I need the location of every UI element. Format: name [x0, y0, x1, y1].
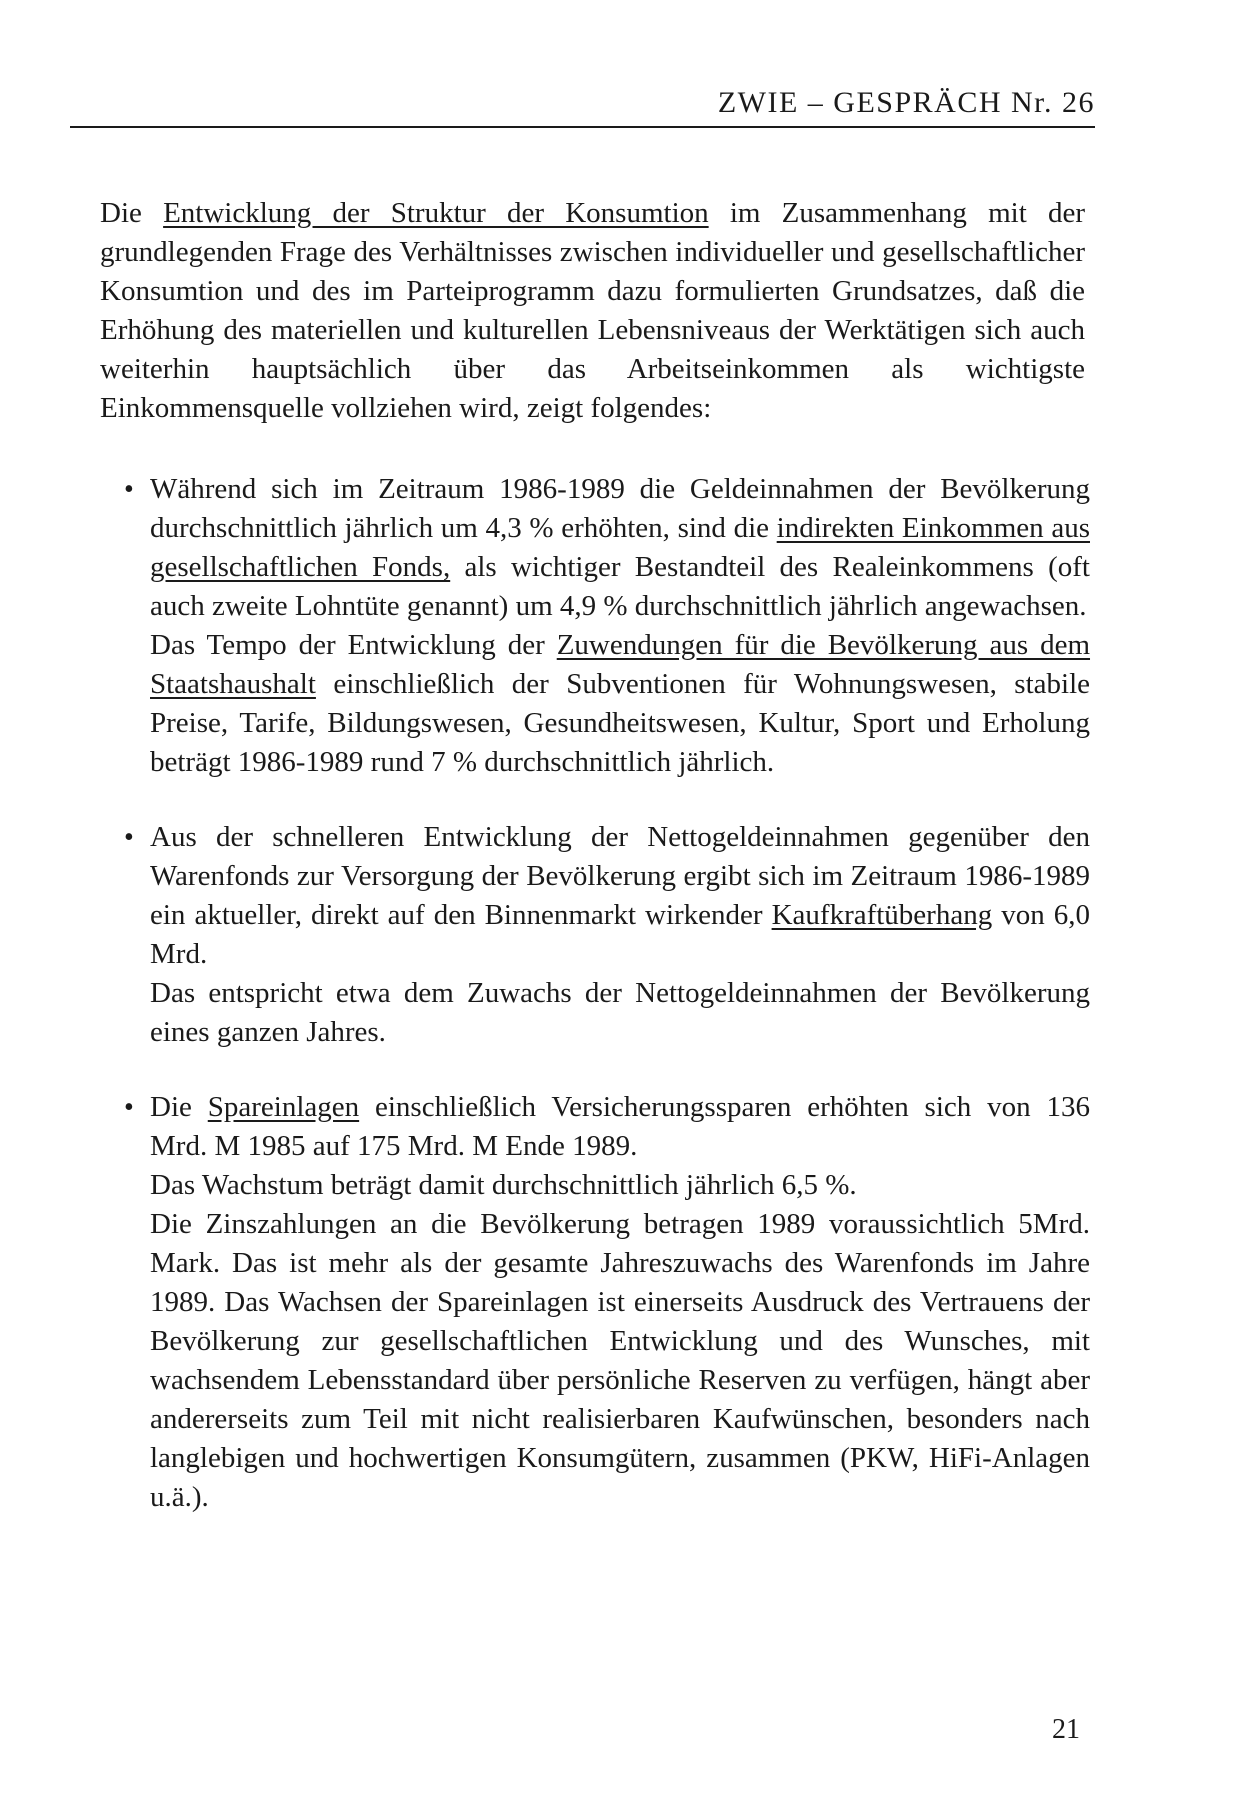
bullet-paragraph: Das entspricht etwa dem Zuwachs der Nettogeldeinnahmen der Bevölkerung eines ganzen Jahres.	[150, 977, 1090, 1048]
intro-underlined-term: Entwicklung der Struktur der Konsumtion	[163, 197, 709, 229]
bullet-text: einschließlich Versicherungssparen erhöhten sich von 136 Mrd. M 1985 auf 175 Mrd. M Ende 1989.	[150, 1091, 1091, 1162]
bullet-paragraph	[150, 1088, 1090, 1166]
bullet-item-income	[100, 470, 1090, 782]
bullet-marker: •	[124, 822, 134, 853]
bullet-marker: •	[124, 474, 134, 505]
underlined-term: indirekten Einkommen aus gesellschaftlichen Fonds,	[150, 512, 1090, 583]
bullet-paragraph	[150, 470, 1090, 626]
bullet-text: Die	[150, 1091, 208, 1123]
page-number: 21	[1052, 1714, 1080, 1745]
bullet-text: als wichtiger Bestandteil des Realeinkommens (oft auch zweite Lohntüte genannt) um 4,9 % durchschnittlich jährlich angewachsen.	[150, 551, 1090, 622]
intro-text-rest: im Zusammenhang mit der grundlegenden Frage des Verhältnisses zwischen individueller und gesellschaftlicher Konsumtion und des im Parteiprogramm dazu formulierten Grundsatzes, daß die Erhöhung des materiellen und kulturellen Lebensniveaus der Werktätigen sich auch weiterhin hauptsächlich über das Arbeitseinkommen als wichtigste Einkommensquelle vollziehen wird, zeigt folgendes:	[100, 197, 1086, 424]
intro-text-start: Die	[100, 197, 164, 229]
bullet-item-purchasing-power	[100, 818, 1090, 1052]
bullet-paragraph: Die Zinszahlungen an die Bevölkerung betragen 1989 voraussichtlich 5Mrd. Mark. Das ist mehr als der gesamte Jahreszuwachs des Warenfonds im Jahre 1989. Das Wachsen der Spareinlagen ist einerseits Ausdruck des Vertrauens der Bevölkerung zur gesellschaftlichen Entwicklung und des Wunsches, mit wachsendem Lebensstandard über persönliche Reserven zu verfügen, hängt aber andererseits zum Teil mit nicht realisierbaren Kaufwünschen, besonders nach langlebigen und hochwertigen Konsumgütern, zusammen (PKW, HiFi-Anlagen u.ä.).	[150, 1208, 1090, 1513]
bullet-paragraph	[150, 818, 1090, 974]
page-header	[70, 86, 1095, 128]
running-header-title: ZWIE – GESPRÄCH Nr. 26	[717, 86, 1095, 119]
bullet-text: Aus der schnelleren Entwicklung der Nettogeldeinnahmen gegenüber den Warenfonds zur Versorgung der Bevölkerung ergibt sich im Zeitraum 1986-1989 ein aktueller, direkt auf den Binnenmarkt wirkender	[150, 821, 1090, 931]
bullet-text: Das Tempo der Entwicklung der	[150, 629, 557, 661]
bullet-marker: •	[124, 1092, 134, 1123]
underlined-term: Spareinlagen	[207, 1091, 360, 1123]
intro-paragraph	[100, 194, 1085, 428]
bullet-text: von 6,0 Mrd.	[150, 899, 1090, 970]
underlined-term: Zuwendungen für die Bevölkerung aus dem Staatshaushalt	[150, 629, 1091, 700]
bullet-list	[100, 470, 1090, 1553]
bullet-text: einschließlich der Subventionen für Wohnungswesen, stabile Preise, Tarife, Bildungswesen, Gesundheitswesen, Kultur, Sport und Erholung beträgt 1986-1989 rund 7 % durchschnittlich jährlich.	[150, 668, 1090, 778]
bullet-text: Während sich im Zeitraum 1986-1989 die Geldeinnahmen der Bevölkerung durchschnittlich jährlich um 4,3 % erhöhten, sind die	[150, 473, 1090, 544]
underlined-term: Kaufkraftüberhang	[771, 899, 993, 931]
bullet-paragraph	[150, 626, 1090, 782]
bullet-item-savings	[100, 1088, 1090, 1517]
bullet-paragraph: Das Wachstum beträgt damit durchschnittlich jährlich 6,5 %.	[150, 1169, 857, 1201]
